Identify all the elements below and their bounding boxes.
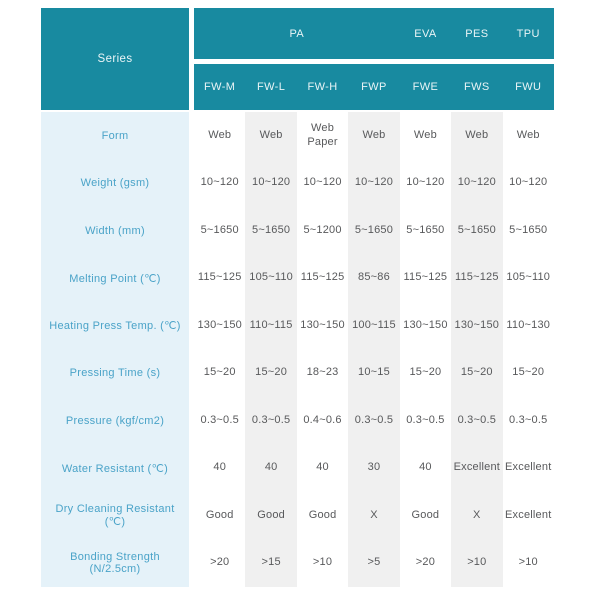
row-label: Weight (gsm) [41,160,189,208]
table-cell: 115~125 [197,271,242,284]
table-cell: 0.3~0.5 [245,397,296,445]
table-row [41,397,554,445]
table-cell: X [348,492,399,540]
table-cell: 5~1650 [200,223,239,236]
row-cells [194,207,554,255]
table-cell: 10~120 [303,176,342,189]
table-cell: 5~1650 [245,207,296,255]
table-cell: 5~1650 [509,223,548,236]
row-label: Dry Cleaning Resistant (℃) [41,492,189,540]
series-code-row [194,64,554,110]
table-cell: X [451,492,502,540]
table-row [41,302,554,350]
table-cell: 10~120 [451,160,502,208]
row-cells [194,445,554,493]
table-cell: 105~110 [245,255,296,303]
row-label: Bonding Strength (N/2.5cm) [41,540,189,588]
table-cell: 10~120 [509,176,548,189]
column-header-fw-l: FW-L [256,81,286,93]
group-header-tpu: TPU [516,27,540,40]
table-cell: >15 [245,540,296,588]
table-cell: 130~150 [451,302,502,350]
table-cell: 0.3~0.5 [406,413,445,426]
table-row [41,492,554,540]
row-label: Pressing Time (s) [41,350,189,398]
table-cell: 15~20 [451,350,502,398]
table-cell: >10 [451,540,502,588]
row-label: Width (mm) [41,207,189,255]
column-header-fw-h: FW-H [307,81,338,93]
table-cell: 10~120 [348,160,399,208]
table-cell: 0.3~0.5 [509,413,548,426]
table-cell: 0.3~0.5 [451,397,502,445]
table-cell: >5 [348,540,399,588]
table-cell: 5~1650 [406,223,445,236]
table-cell: 10~15 [348,350,399,398]
table-cell: 130~150 [300,318,345,331]
table-cell: 40 [419,461,432,474]
table-row [41,160,554,208]
series-header-cell: Series [41,8,189,110]
table-cell: 130~150 [197,318,242,331]
column-header-fws: FWS [464,81,490,93]
table-row [41,350,554,398]
table-cell: 40 [213,461,227,474]
group-header-eva: EVA [414,27,437,40]
row-label: Heating Press Temp. (℃) [41,302,189,350]
table-cell: 0.4~0.6 [303,413,342,426]
table-cell: >10 [518,556,538,569]
table-cell: 105~110 [506,271,551,284]
row-cells [194,350,554,398]
row-label: Pressure (kgf/cm2) [41,397,189,445]
table-cell: 18~23 [306,366,339,379]
table-row [41,207,554,255]
column-header-fwp: FWP [361,81,387,93]
table-cell: 0.3~0.5 [348,397,399,445]
table-cell: 40 [245,445,296,493]
table-row [41,112,554,160]
table-cell: 100~115 [348,302,399,350]
table-cell: 15~20 [512,366,545,379]
table-cell: 15~20 [409,366,442,379]
table-cell: 115~125 [451,255,502,303]
table-row [41,255,554,303]
table-cell: >20 [210,556,230,569]
table-cell: Web [516,128,540,141]
table-cell: 10~120 [200,176,239,189]
table-cell: 10~120 [245,160,296,208]
table-cell: 0.3~0.5 [200,413,239,426]
table-cell: 115~125 [300,271,345,284]
material-group-row [194,8,554,59]
group-header-pa: PA [289,27,305,40]
group-header-pes: PES [465,27,489,40]
row-cells [194,302,554,350]
table-cell: 115~125 [403,271,448,284]
row-cells [194,255,554,303]
table-cell: Web [208,128,232,141]
table-cell: 5~1200 [303,223,342,236]
row-cells [194,160,554,208]
table-cell: 130~150 [403,318,448,331]
table-cell: Excellent [505,461,552,474]
spec-table [41,8,554,587]
table-cell: 5~1650 [348,207,399,255]
table-cell: Web Paper [307,122,338,148]
header-right-block [194,8,554,110]
table-cell: Good [245,492,296,540]
table-cell: 40 [316,461,329,474]
table-cell: Good [308,508,337,521]
column-header-fw-m: FW-M [204,81,236,93]
table-cell: Web [245,112,296,160]
row-cells [194,492,554,540]
column-header-fwu: FWU [515,81,542,93]
table-row [41,540,554,588]
table-cell: 15~20 [245,350,296,398]
table-header [41,8,554,110]
table-cell: Web [348,112,399,160]
table-cell: 10~120 [406,176,445,189]
column-header-fwe: FWE [412,81,439,93]
table-cell: 110~115 [245,302,296,350]
row-cells [194,540,554,588]
row-label: Melting Point (℃) [41,255,189,303]
row-cells [194,397,554,445]
table-cell: 110~130 [506,318,551,331]
row-label: Form [41,112,189,160]
table-row [41,445,554,493]
table-cell: >10 [312,556,333,569]
table-cell: Web [413,128,437,141]
table-body [41,112,554,587]
table-cell: Excellent [451,445,502,493]
table-cell: 30 [348,445,399,493]
table-cell: 85~86 [348,255,399,303]
table-cell: 5~1650 [451,207,502,255]
table-cell: >20 [415,556,436,569]
row-label: Water Resistant (℃) [41,445,189,493]
table-cell: 15~20 [203,366,236,379]
table-cell: Good [411,508,440,521]
table-cell: Excellent [505,508,552,521]
row-cells [194,112,554,160]
table-cell: Good [205,508,234,521]
table-cell: Web [451,112,502,160]
